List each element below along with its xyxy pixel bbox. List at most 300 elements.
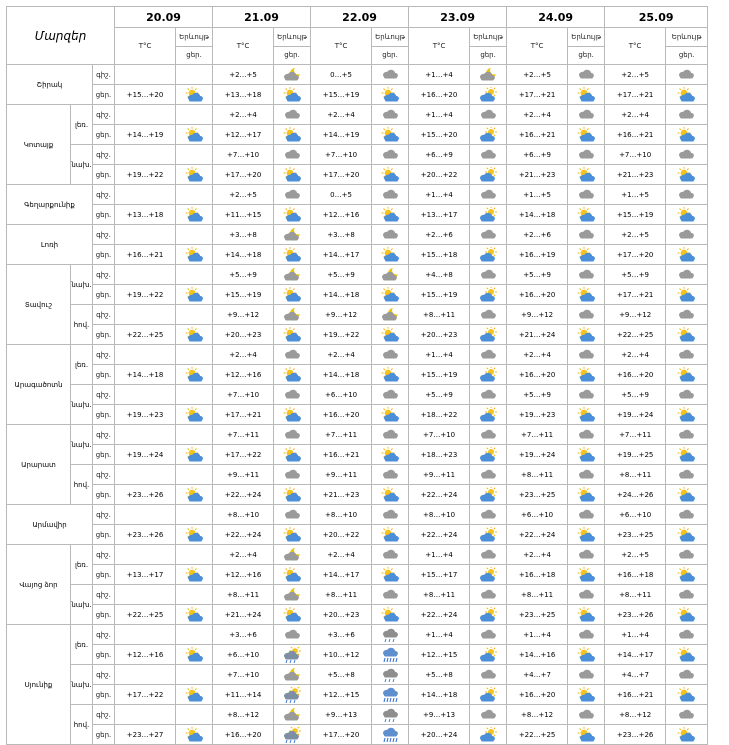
weather-cell: [176, 665, 213, 685]
temperature-cell: +17…+22: [115, 685, 176, 705]
cloud-rain-icon: [283, 687, 302, 704]
table-row: [7, 565, 708, 585]
weather-cell: [568, 305, 605, 325]
weather-cell: [176, 385, 213, 405]
table-row: [7, 105, 708, 125]
cloud-icon: [381, 427, 400, 444]
weather-cell: [568, 145, 605, 165]
sun-cloud-icon: [577, 567, 596, 584]
cloud-icon: [381, 347, 400, 364]
sun-cloud-icon: [185, 407, 204, 424]
zone-name: հով.: [71, 465, 93, 505]
cloud-icon: [677, 67, 696, 84]
cloud-sun-icon: [479, 567, 498, 584]
cloud-icon: [677, 507, 696, 524]
temperature-cell: +8…+11: [507, 465, 568, 485]
sun-cloud-icon: [283, 247, 302, 264]
sun-cloud-icon: [381, 487, 400, 504]
weather-cell: [372, 205, 409, 225]
weather-cell: [568, 545, 605, 565]
date-header: 23.09: [409, 7, 507, 28]
weather-cell: [274, 405, 311, 425]
temperature-cell: +8…+11: [213, 585, 274, 605]
table-row: [7, 365, 708, 385]
cloud-icon: [479, 467, 498, 484]
weather-cell: [176, 445, 213, 465]
region-name: Գեղարքունիք: [7, 185, 93, 225]
zone-name: նախ.: [71, 665, 93, 705]
sun-cloud-icon: [677, 207, 696, 224]
moon-cloud-icon: [381, 267, 400, 284]
date-header: 24.09: [507, 7, 605, 28]
time-of-day: ցեր.: [93, 85, 115, 105]
temperature-cell: +14…+18: [213, 245, 274, 265]
weather-cell: [568, 465, 605, 485]
date-header: 22.09: [311, 7, 409, 28]
day-label: ցեր.: [382, 50, 398, 59]
weather-cell: [666, 465, 708, 485]
weather-cell: [372, 245, 409, 265]
temperature-cell: +22…+24: [409, 605, 470, 625]
cloud-icon: [677, 307, 696, 324]
weather-cell: [176, 405, 213, 425]
temperature-cell: +14…+19: [115, 125, 176, 145]
time-of-day: ցեր.: [93, 245, 115, 265]
cloud-icon: [577, 267, 596, 284]
region-name: Սյունիք: [7, 625, 71, 745]
temperature-cell: +6…+10: [605, 505, 666, 525]
weather-cell: [274, 225, 311, 245]
phenomenon-column-header: [666, 28, 708, 65]
temperature-cell: +20…+23: [311, 605, 372, 625]
temperature-cell: +5…+8: [409, 665, 470, 685]
rain-icon: [381, 707, 400, 724]
cloud-icon: [381, 547, 400, 564]
cloud-icon: [479, 667, 498, 684]
weather-cell: [470, 385, 507, 405]
weather-cell: [372, 165, 409, 185]
temperature-cell: +16…+20: [311, 405, 372, 425]
temperature-cell: +4…+7: [507, 665, 568, 685]
sun-cloud-icon: [185, 607, 204, 624]
weather-cell: [176, 125, 213, 145]
sun-cloud-icon: [185, 167, 204, 184]
cloud-icon: [577, 507, 596, 524]
weather-cell: [666, 685, 708, 705]
time-of-day: գիշ.: [93, 145, 115, 165]
temperature-cell: +16…+20: [605, 365, 666, 385]
temperature-cell: +22…+25: [507, 725, 568, 745]
sun-cloud-icon: [381, 287, 400, 304]
weather-cell: [568, 605, 605, 625]
weather-cell: [372, 665, 409, 685]
weather-cell: [568, 445, 605, 465]
sun-cloud-icon: [577, 367, 596, 384]
temperature-cell: +19…+24: [115, 445, 176, 465]
sun-cloud-icon: [677, 567, 696, 584]
temperature-cell: +16…+19: [507, 245, 568, 265]
weather-cell: [568, 205, 605, 225]
sun-cloud-icon: [677, 687, 696, 704]
cloud-icon: [381, 587, 400, 604]
table-row: [7, 145, 708, 165]
temperature-cell: +2…+4: [605, 345, 666, 365]
sun-cloud-icon: [185, 327, 204, 344]
temperature-cell: +9…+13: [409, 705, 470, 725]
cloud-icon: [677, 427, 696, 444]
temperature-cell: [115, 145, 176, 165]
temperature-cell: +3…+6: [311, 625, 372, 645]
zone-name: լեռ.: [71, 545, 93, 585]
table-row: [7, 125, 708, 145]
table-row: [7, 505, 708, 525]
temperature-cell: +16…+20: [507, 285, 568, 305]
sun-cloud-icon: [283, 127, 302, 144]
weather-cell: [274, 445, 311, 465]
temperature-cell: +2…+5: [605, 545, 666, 565]
temperature-cell: +12…+17: [213, 125, 274, 145]
weather-cell: [470, 145, 507, 165]
weather-cell: [372, 625, 409, 645]
weather-cell: [176, 485, 213, 505]
temperature-cell: +6…+9: [507, 145, 568, 165]
weather-cell: [666, 565, 708, 585]
sun-cloud-icon: [185, 127, 204, 144]
cloud-icon: [283, 347, 302, 364]
table-row: [7, 485, 708, 505]
temperature-cell: +15…+20: [115, 85, 176, 105]
weather-cell: [274, 65, 311, 85]
sun-cloud-icon: [381, 367, 400, 384]
cloud-icon: [283, 507, 302, 524]
time-of-day: գիշ.: [93, 65, 115, 85]
cloud-icon: [577, 347, 596, 364]
temperature-cell: [115, 345, 176, 365]
weather-cell: [274, 725, 311, 745]
weather-cell: [274, 85, 311, 105]
weather-cell: [372, 65, 409, 85]
cloud-icon: [479, 707, 498, 724]
temperature-cell: [115, 505, 176, 525]
weather-cell: [372, 585, 409, 605]
weather-cell: [568, 285, 605, 305]
temperature-cell: +8…+11: [507, 585, 568, 605]
weather-cell: [274, 565, 311, 585]
weather-cell: [568, 105, 605, 125]
weather-cell: [666, 305, 708, 325]
temperature-cell: +14…+18: [507, 205, 568, 225]
cloud-icon: [283, 187, 302, 204]
cloud-icon: [479, 427, 498, 444]
cloud-icon: [577, 427, 596, 444]
weather-cell: [274, 685, 311, 705]
day-label: ցեր.: [186, 50, 202, 59]
temperature-cell: +21…+23: [605, 165, 666, 185]
temperature-cell: +7…+10: [213, 145, 274, 165]
time-of-day: ցեր.: [93, 685, 115, 705]
temperature-cell: +16…+21: [311, 445, 372, 465]
date-header: 20.09: [115, 7, 213, 28]
weather-cell: [274, 245, 311, 265]
forecast-grid: [6, 6, 707, 739]
sun-cloud-icon: [381, 207, 400, 224]
weather-cell: [274, 585, 311, 605]
table-row: [7, 245, 708, 265]
temperature-cell: +13…+18: [115, 205, 176, 225]
temperature-cell: +9…+11: [213, 465, 274, 485]
cloud-sun-icon: [479, 247, 498, 264]
weather-cell: [176, 205, 213, 225]
phenomenon-column-header: [568, 28, 605, 65]
temperature-cell: [115, 265, 176, 285]
table-row: [7, 265, 708, 285]
table-row: [7, 665, 708, 685]
weather-cell: [176, 565, 213, 585]
time-of-day: ցեր.: [93, 405, 115, 425]
temperature-cell: +21…+23: [311, 485, 372, 505]
temperature-cell: +9…+12: [311, 305, 372, 325]
time-of-day: ցեր.: [93, 285, 115, 305]
weather-cell: [568, 485, 605, 505]
weather-cell: [470, 165, 507, 185]
phenomenon-label: Երևույթ: [470, 29, 506, 47]
temperature-cell: +8…+10: [409, 505, 470, 525]
temperature-cell: +5…+9: [213, 265, 274, 285]
temperature-cell: +22…+24: [409, 525, 470, 545]
weather-cell: [176, 245, 213, 265]
temperature-cell: +1…+4: [409, 545, 470, 565]
region-name: Կոտայք: [7, 105, 71, 185]
temperature-cell: +16…+20: [409, 85, 470, 105]
weather-cell: [470, 645, 507, 665]
sun-cloud-icon: [577, 327, 596, 344]
temp-column-header: T°C: [115, 28, 176, 65]
sun-cloud-icon: [677, 247, 696, 264]
cloud-sun-icon: [479, 407, 498, 424]
weather-cell: [274, 525, 311, 545]
sun-cloud-icon: [677, 127, 696, 144]
weather-cell: [372, 145, 409, 165]
temperature-cell: [115, 545, 176, 565]
weather-cell: [666, 625, 708, 645]
temperature-cell: +5…+9: [409, 385, 470, 405]
moon-cloud-icon: [283, 707, 302, 724]
sun-cloud-icon: [381, 607, 400, 624]
weather-cell: [568, 625, 605, 645]
table-title: Մարզեր: [7, 7, 115, 65]
moon-cloud-icon: [381, 307, 400, 324]
cloud-icon: [479, 187, 498, 204]
sun-cloud-icon: [381, 567, 400, 584]
cloud-icon: [479, 267, 498, 284]
temperature-cell: +2…+5: [605, 65, 666, 85]
temp-column-header: T°C: [311, 28, 372, 65]
table-row: [7, 645, 708, 665]
time-of-day: ցեր.: [93, 605, 115, 625]
time-of-day: ցեր.: [93, 125, 115, 145]
weather-cell: [568, 385, 605, 405]
temperature-cell: +14…+16: [507, 645, 568, 665]
weather-cell: [666, 705, 708, 725]
sun-cloud-icon: [381, 167, 400, 184]
weather-cell: [176, 105, 213, 125]
weather-cell: [470, 185, 507, 205]
cloud-sun-icon: [479, 367, 498, 384]
table-row: [7, 445, 708, 465]
weather-cell: [176, 465, 213, 485]
sun-cloud-icon: [577, 687, 596, 704]
region-name: Վայոց ձոր: [7, 545, 71, 625]
zone-name: նախ.: [71, 585, 93, 625]
weather-cell: [470, 225, 507, 245]
sun-cloud-icon: [677, 487, 696, 504]
cloud-icon: [577, 107, 596, 124]
weather-cell: [470, 705, 507, 725]
weather-cell: [176, 585, 213, 605]
weather-cell: [568, 125, 605, 145]
cloud-sun-icon: [479, 287, 498, 304]
weather-cell: [568, 725, 605, 745]
weather-cell: [372, 265, 409, 285]
sun-cloud-icon: [283, 487, 302, 504]
temperature-cell: +5…+9: [507, 265, 568, 285]
temperature-cell: +21…+23: [507, 165, 568, 185]
sun-cloud-icon: [577, 287, 596, 304]
weather-cell: [274, 265, 311, 285]
zone-name: նախ.: [71, 425, 93, 465]
time-of-day: ցեր.: [93, 165, 115, 185]
temperature-cell: +19…+25: [605, 445, 666, 465]
weather-cell: [470, 725, 507, 745]
table-row: [7, 605, 708, 625]
weather-cell: [666, 225, 708, 245]
weather-cell: [274, 545, 311, 565]
rain-heavy-icon: [381, 647, 400, 664]
temperature-cell: [115, 465, 176, 485]
cloud-icon: [577, 547, 596, 564]
temperature-cell: +19…+23: [115, 405, 176, 425]
cloud-icon: [381, 147, 400, 164]
cloud-sun-icon: [479, 207, 498, 224]
temperature-cell: +2…+5: [213, 185, 274, 205]
weather-cell: [176, 305, 213, 325]
weather-cell: [666, 205, 708, 225]
sun-cloud-icon: [577, 87, 596, 104]
cloud-icon: [283, 387, 302, 404]
temperature-cell: +4…+8: [409, 265, 470, 285]
sun-cloud-icon: [185, 247, 204, 264]
temperature-cell: +8…+11: [605, 585, 666, 605]
weather-cell: [176, 525, 213, 545]
temperature-cell: +15…+19: [409, 285, 470, 305]
cloud-icon: [677, 387, 696, 404]
temperature-cell: +1…+4: [409, 185, 470, 205]
table-row: [7, 525, 708, 545]
temperature-cell: +2…+4: [311, 345, 372, 365]
weather-cell: [372, 565, 409, 585]
table-row: [7, 545, 708, 565]
sun-cloud-icon: [283, 207, 302, 224]
sun-cloud-icon: [283, 527, 302, 544]
table-row: [7, 305, 708, 325]
table-row: [7, 85, 708, 105]
zone-name: նախ.: [71, 385, 93, 425]
temperature-cell: +23…+26: [115, 485, 176, 505]
day-label: ցեր.: [678, 50, 695, 59]
weather-cell: [372, 385, 409, 405]
weather-cell: [470, 605, 507, 625]
cloud-icon: [283, 107, 302, 124]
sun-cloud-icon: [381, 87, 400, 104]
weather-cell: [372, 405, 409, 425]
weather-cell: [470, 245, 507, 265]
temperature-cell: [115, 65, 176, 85]
time-of-day: ցեր.: [93, 645, 115, 665]
day-label: ցեր.: [284, 50, 300, 59]
temperature-cell: +11…+15: [213, 205, 274, 225]
temperature-cell: +18…+23: [409, 445, 470, 465]
table-row: [7, 465, 708, 485]
weather-cell: [568, 325, 605, 345]
weather-cell: [372, 285, 409, 305]
phenomenon-label: Երևույթ: [666, 29, 707, 47]
temperature-cell: +11…+14: [213, 685, 274, 705]
temperature-cell: +16…+21: [115, 245, 176, 265]
temperature-cell: +22…+24: [213, 485, 274, 505]
temperature-cell: [115, 425, 176, 445]
temperature-cell: +16…+20: [507, 685, 568, 705]
sun-cloud-icon: [577, 727, 596, 744]
cloud-icon: [677, 267, 696, 284]
weather-cell: [666, 425, 708, 445]
sun-cloud-icon: [283, 407, 302, 424]
time-of-day: ցեր.: [93, 325, 115, 345]
date-header: 21.09: [213, 7, 311, 28]
moon-cloud-icon: [283, 307, 302, 324]
weather-cell: [176, 145, 213, 165]
cloud-icon: [677, 107, 696, 124]
time-of-day: գիշ.: [93, 505, 115, 525]
moon-cloud-icon: [479, 67, 498, 84]
weather-cell: [666, 405, 708, 425]
temperature-cell: +7…+11: [311, 425, 372, 445]
time-of-day: գիշ.: [93, 385, 115, 405]
weather-cell: [470, 465, 507, 485]
weather-cell: [176, 505, 213, 525]
temperature-cell: +2…+5: [507, 65, 568, 85]
weather-cell: [666, 525, 708, 545]
weather-cell: [568, 85, 605, 105]
weather-cell: [176, 325, 213, 345]
weather-cell: [372, 345, 409, 365]
temperature-cell: +8…+10: [311, 505, 372, 525]
temperature-cell: +14…+17: [311, 245, 372, 265]
weather-cell: [274, 365, 311, 385]
temp-column-header: T°C: [605, 28, 666, 65]
cloud-icon: [577, 627, 596, 644]
sun-cloud-icon: [283, 287, 302, 304]
table-row: [7, 705, 708, 725]
table-row: [7, 325, 708, 345]
weather-cell: [274, 105, 311, 125]
weather-cell: [372, 505, 409, 525]
cloud-icon: [677, 547, 696, 564]
time-of-day: ցեր.: [93, 485, 115, 505]
cloud-sun-icon: [479, 487, 498, 504]
weather-cell: [666, 445, 708, 465]
day-label: ցեր.: [578, 50, 594, 59]
phenomenon-label: Երևույթ: [372, 29, 408, 47]
